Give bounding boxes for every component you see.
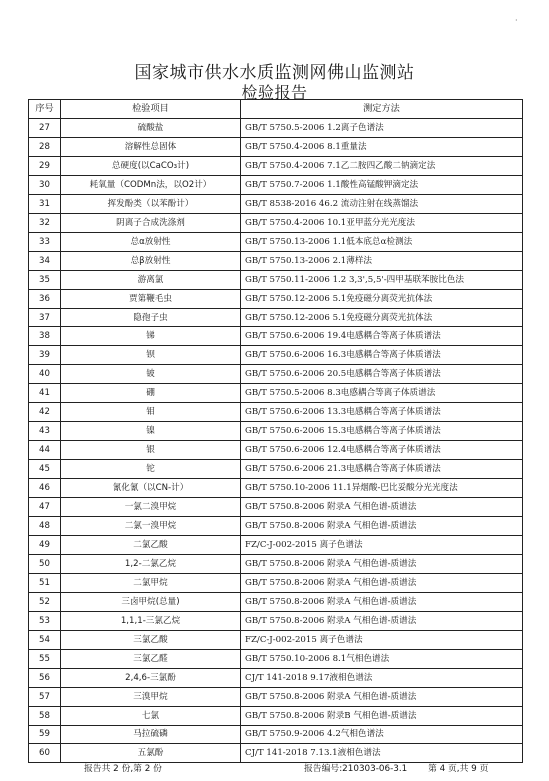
table-row (29, 194, 523, 213)
row-index: 27 (29, 119, 61, 138)
row-item: 马拉硫磷 (61, 725, 241, 744)
row-index: 44 (29, 441, 61, 460)
row-index: 53 (29, 611, 61, 630)
table-row (29, 270, 523, 289)
row-item: 锑 (61, 327, 241, 346)
row-method: GB/T 5750.7-2006 1.1酸性高锰酸钾滴定法 (241, 175, 523, 194)
footer-page-number: 第 4 页,共 9 页 (428, 764, 489, 774)
row-item: 1,1,1-三氯乙烷 (61, 611, 241, 630)
row-item: 游离氯 (61, 270, 241, 289)
row-method: GB/T 5750.6-2006 19.4电感耦合等离子体质谱法 (241, 327, 523, 346)
document-subtitle: 检验报告 (241, 83, 308, 102)
header-index: 序号 (29, 100, 61, 119)
row-method: GB/T 5750.5-2006 1.2离子色谱法 (241, 119, 523, 138)
table-row (29, 384, 523, 403)
table-row (29, 649, 523, 668)
row-index: 60 (29, 744, 61, 763)
table-row (29, 441, 523, 460)
row-item: 铍 (61, 365, 241, 384)
row-item: 银 (61, 441, 241, 460)
row-method: FZ/C-J-002-2015 离子色谱法 (241, 630, 523, 649)
row-index: 59 (29, 725, 61, 744)
row-index: 49 (29, 535, 61, 554)
table-row (29, 137, 523, 156)
row-item: 五氯酚 (61, 744, 241, 763)
header-item: 检验项目 (61, 100, 241, 119)
table-row (29, 403, 523, 422)
table-row (29, 327, 523, 346)
row-method: GB/T 5750.6-2006 12.4电感耦合等离子体质谱法 (241, 441, 523, 460)
row-item: 氰化氰（以CN-计） (61, 479, 241, 498)
table-row (29, 687, 523, 706)
row-index: 51 (29, 573, 61, 592)
row-item: 二氯乙酸 (61, 535, 241, 554)
row-method: GB/T 5750.13-2006 1.1低本底总α检测法 (241, 232, 523, 251)
row-method: GB/T 5750.8-2006 附录A 气相色谱-质谱法 (241, 517, 523, 536)
table-row (29, 213, 523, 232)
table-row (29, 251, 523, 270)
row-method: GB/T 5750.8-2006 附录A 气相色谱-质谱法 (241, 592, 523, 611)
row-index: 42 (29, 403, 61, 422)
row-item: 钡 (61, 346, 241, 365)
footer-report-number: 报告编号:210303-06-3.1 (304, 764, 408, 774)
row-index: 31 (29, 194, 61, 213)
row-method: GB/T 5750.6-2006 20.5电感耦合等离子体质谱法 (241, 365, 523, 384)
header-method: 测定方法 (241, 100, 523, 119)
row-index: 57 (29, 687, 61, 706)
table-row (29, 460, 523, 479)
row-index: 45 (29, 460, 61, 479)
row-item: 二氯甲烷 (61, 573, 241, 592)
row-item: 镍 (61, 422, 241, 441)
table-row (29, 668, 523, 687)
row-method: GB/T 5750.9-2006 4.2气相色谱法 (241, 725, 523, 744)
row-method: GB/T 5750.8-2006 附录B 气相色谱-质谱法 (241, 706, 523, 725)
row-index: 39 (29, 346, 61, 365)
row-index: 33 (29, 232, 61, 251)
row-index: 50 (29, 554, 61, 573)
row-item: 挥发酚类（以苯酚计） (61, 194, 241, 213)
row-method: GB/T 5750.6-2006 16.3电感耦合等离子体质谱法 (241, 346, 523, 365)
row-item: 总β放射性 (61, 251, 241, 270)
document-title: 国家城市供水水质监测网佛山监测站 (134, 63, 415, 83)
row-item: 1,2-二氯乙烷 (61, 554, 241, 573)
row-index: 29 (29, 156, 61, 175)
row-item: 隐孢子虫 (61, 308, 241, 327)
table-row (29, 706, 523, 725)
table-row (29, 630, 523, 649)
table-row (29, 156, 523, 175)
table-row (29, 232, 523, 251)
row-item: 贾第鞭毛虫 (61, 289, 241, 308)
row-index: 36 (29, 289, 61, 308)
row-method: GB/T 5750.12-2006 5.1免疫磁分离荧光抗体法 (241, 308, 523, 327)
row-index: 30 (29, 175, 61, 194)
row-index: 38 (29, 327, 61, 346)
row-index: 48 (29, 517, 61, 536)
row-item: 溶解性总固体 (61, 137, 241, 156)
table-row (29, 422, 523, 441)
row-method: GB/T 5750.5-2006 8.3电感耦合等离子体质谱法 (241, 384, 523, 403)
row-item: 七氯 (61, 706, 241, 725)
row-item: 三卤甲烷(总量) (61, 592, 241, 611)
row-method: GB/T 5750.4-2006 7.1乙二胺四乙酸二钠滴定法 (241, 156, 523, 175)
row-item: 铊 (61, 460, 241, 479)
row-method: GB/T 5750.10-2006 8.1气相色谱法 (241, 649, 523, 668)
row-method: CJ/T 141-2018 9.17液相色谱法 (241, 668, 523, 687)
row-index: 35 (29, 270, 61, 289)
row-method: GB/T 5750.8-2006 附录A 气相色谱-质谱法 (241, 498, 523, 517)
row-index: 46 (29, 479, 61, 498)
row-index: 52 (29, 592, 61, 611)
row-index: 37 (29, 308, 61, 327)
row-method: GB/T 5750.8-2006 附录A 气相色谱-质谱法 (241, 687, 523, 706)
row-item: 三氯乙酸 (61, 630, 241, 649)
row-item: 硫酸盐 (61, 119, 241, 138)
row-method: GB/T 5750.6-2006 21.3电感耦合等离子体质谱法 (241, 460, 523, 479)
row-item: 三氯乙醛 (61, 649, 241, 668)
row-item: 总硬度(以CaCO₃计) (61, 156, 241, 175)
row-index: 43 (29, 422, 61, 441)
table-row (29, 611, 523, 630)
table-row (29, 498, 523, 517)
table-row (29, 289, 523, 308)
corner-mark: · (515, 16, 518, 25)
table-row (29, 365, 523, 384)
results-table (28, 99, 523, 763)
row-index: 54 (29, 630, 61, 649)
table-row (29, 554, 523, 573)
table-row (29, 479, 523, 498)
row-method: GB/T 5750.6-2006 15.3电感耦合等离子体质谱法 (241, 422, 523, 441)
row-index: 41 (29, 384, 61, 403)
row-method: GB/T 5750.8-2006 附录A 气相色谱-质谱法 (241, 554, 523, 573)
row-method: CJ/T 141-2018 7.13.1液相色谱法 (241, 744, 523, 763)
row-method: GB/T 5750.4-2006 8.1重量法 (241, 137, 523, 156)
row-item: 耗氧量（CODMn法，以O2计） (61, 175, 241, 194)
row-item: 一氯二溴甲烷 (61, 498, 241, 517)
row-index: 32 (29, 213, 61, 232)
table-row (29, 346, 523, 365)
table-row (29, 573, 523, 592)
row-method: GB/T 5750.13-2006 2.1薄样法 (241, 251, 523, 270)
row-index: 58 (29, 706, 61, 725)
row-method: GB/T 5750.12-2006 5.1免疫磁分离荧光抗体法 (241, 289, 523, 308)
table-row (29, 725, 523, 744)
row-method: GB/T 5750.10-2006 11.1异烟酸-巴比妥酸分光光度法 (241, 479, 523, 498)
table-row (29, 308, 523, 327)
row-index: 47 (29, 498, 61, 517)
row-index: 55 (29, 649, 61, 668)
table-row (29, 175, 523, 194)
row-item: 2,4,6-三氯酚 (61, 668, 241, 687)
table-row (29, 119, 523, 138)
row-item: 硼 (61, 384, 241, 403)
row-method: GB/T 5750.11-2006 1.2 3,3',5,5'-四甲基联苯胺比色法 (241, 270, 523, 289)
row-item: 总α放射性 (61, 232, 241, 251)
row-item: 钼 (61, 403, 241, 422)
row-index: 34 (29, 251, 61, 270)
row-index: 56 (29, 668, 61, 687)
row-method: GB/T 8538-2016 46.2 流动注射在线蒸馏法 (241, 194, 523, 213)
row-item: 三溴甲烷 (61, 687, 241, 706)
row-method: GB/T 5750.8-2006 附录A 气相色谱-质谱法 (241, 611, 523, 630)
table-row (29, 535, 523, 554)
table-header-row (29, 100, 523, 119)
row-method: GB/T 5750.8-2006 附录A 气相色谱-质谱法 (241, 573, 523, 592)
row-method: GB/T 5750.4-2006 10.1亚甲蓝分光光度法 (241, 213, 523, 232)
table-row (29, 517, 523, 536)
row-index: 28 (29, 137, 61, 156)
row-item: 阴离子合成洗涤剂 (61, 213, 241, 232)
row-method: FZ/C-J-002-2015 离子色谱法 (241, 535, 523, 554)
row-index: 40 (29, 365, 61, 384)
footer-copies: 报告共 2 份,第 2 份 (84, 764, 162, 774)
table-row (29, 592, 523, 611)
row-item: 二氯一溴甲烷 (61, 517, 241, 536)
row-method: GB/T 5750.6-2006 13.3电感耦合等离子体质谱法 (241, 403, 523, 422)
